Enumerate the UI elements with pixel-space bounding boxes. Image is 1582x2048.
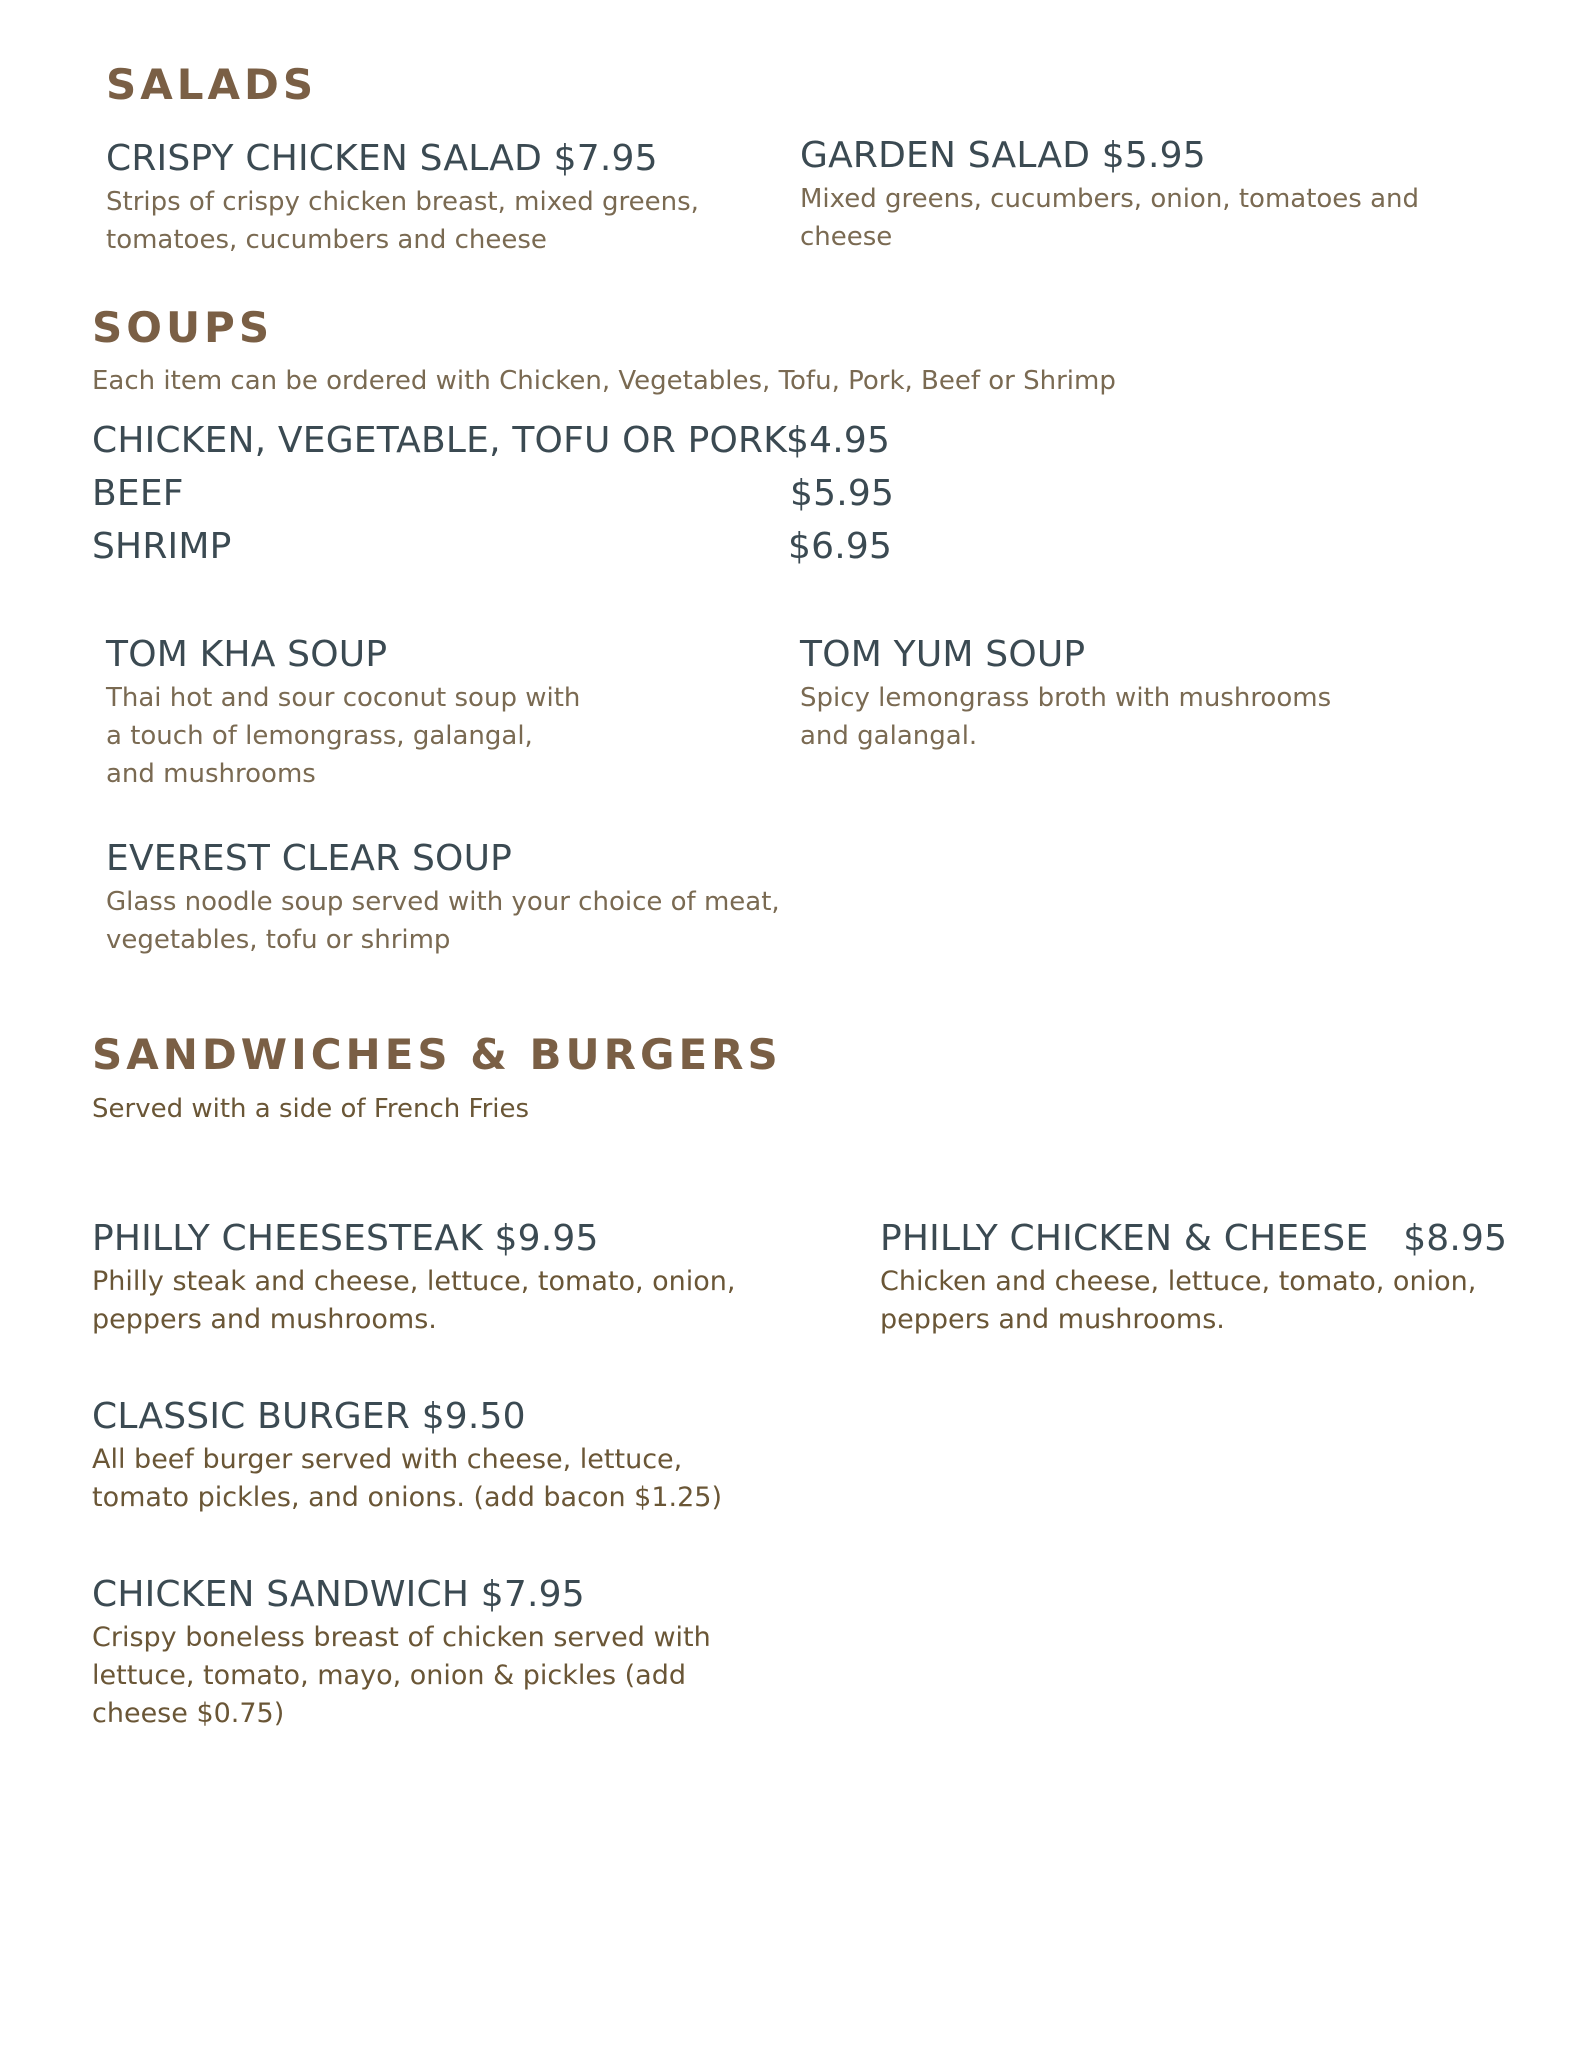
soup-price-value: $5.95 [790,473,895,514]
soups-note: Each item can be ordered with Chicken, Vegetables, Tofu, Pork, Beef or Shrimp [92,366,1116,396]
menu-item-description: All beef burger served with cheese, lettuce, tomato pickles, and onions. (add bacon $1.25) [92,1444,722,1513]
menu-item-description: Chicken and cheese, lettuce, tomato, onion, peppers and mushrooms. [880,1266,1477,1335]
menu-item-description: Thai hot and sour coconut soup with a touch of lemongrass, galangal, and mushrooms [106,683,581,789]
menu-item-name: PHILLY CHICKEN & CHEESE $8.95 [880,1218,1508,1259]
menu-item-description: Strips of crispy chicken breast, mixed greens, tomatoes, cucumbers and cheese [106,187,699,255]
sandwiches-section-title: SANDWICHES & BURGERS [92,1030,782,1079]
soups-section-title: SOUPS [92,303,274,352]
menu-item-description: Mixed greens, cucumbers, onion, tomatoes and cheese [800,184,1420,252]
menu-item-name: EVEREST CLEAR SOUP [106,838,513,879]
menu-item-description: Crispy boneless breast of chicken served with lettuce, tomato, mayo, onion & pickles (add cheese $0.75) [92,1622,711,1729]
menu-item-classic-burger [92,1396,792,1517]
sandwiches-note: Served with a side of French Fries [92,1094,530,1124]
menu-item-philly-chicken-cheese [880,1218,1560,1339]
menu-item-tom-kha-soup [106,634,746,793]
soup-price-label: BEEF [92,473,184,514]
soup-price-value: $6.95 [788,526,893,567]
menu-item-name: GARDEN SALAD $5.95 [800,135,1206,176]
menu-item-crispy-chicken-salad [106,138,746,259]
salads-section-title: SALADS [106,60,318,109]
menu-item-everest-clear-soup [106,838,806,959]
menu-item-name: CHICKEN SANDWICH $7.95 [92,1574,585,1615]
soup-price-label: SHRIMP [92,526,232,567]
menu-item-name: TOM KHA SOUP [106,634,388,675]
menu-item-name: CRISPY CHICKEN SALAD $7.95 [106,138,658,179]
menu-item-name: PHILLY CHEESESTEAK $9.95 [92,1218,599,1259]
menu-item-chicken-sandwich [92,1574,792,1733]
menu-item-name: TOM YUM SOUP [800,634,1086,675]
menu-item-description: Philly steak and cheese, lettuce, tomato, onion, peppers and mushrooms. [92,1266,736,1335]
menu-item-description: Glass noodle soup served with your choice of meat, vegetables, tofu or shrimp [106,887,780,955]
menu-item-name: CLASSIC BURGER $9.50 [92,1396,526,1437]
menu-item-philly-cheesesteak [92,1218,792,1339]
menu-item-tom-yum-soup [800,634,1440,755]
soup-price-label: CHICKEN, VEGETABLE, TOFU OR PORK [92,420,788,461]
soup-price-value: $4.95 [786,420,891,461]
menu-item-garden-salad [800,135,1440,256]
menu-item-description: Spicy lemongrass broth with mushrooms and galangal. [800,683,1332,751]
